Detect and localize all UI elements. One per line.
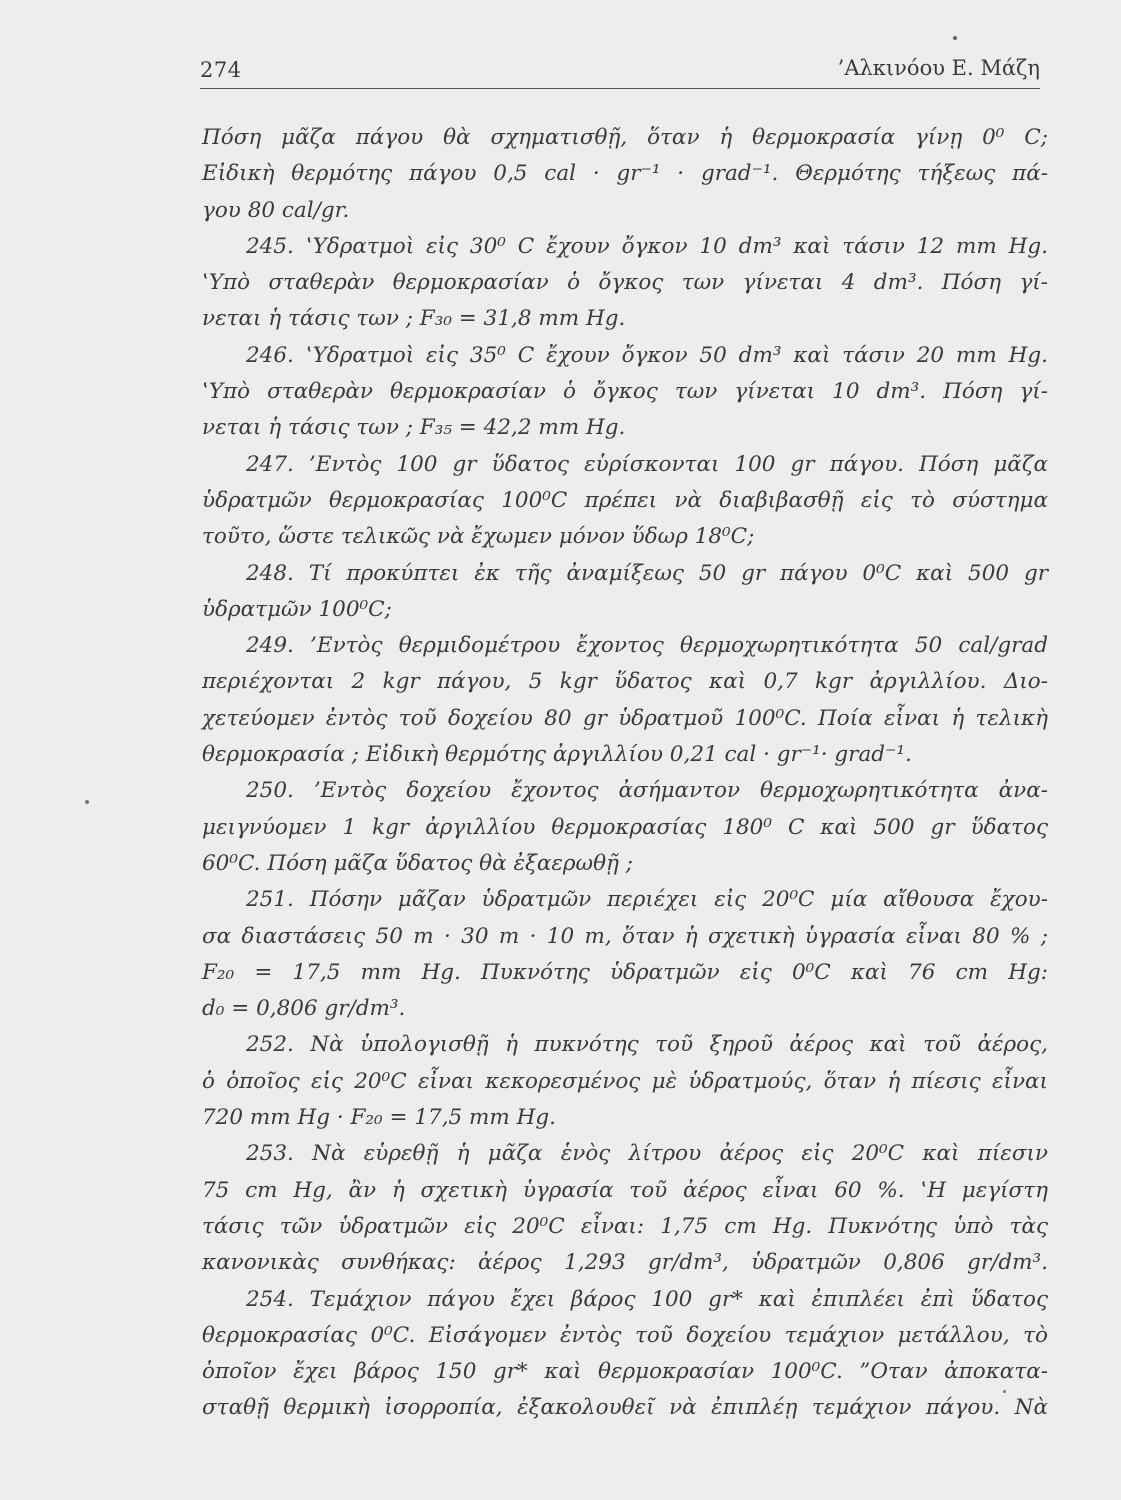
text-line: περιέχονται 2 kgr πάγου, 5 kgr ὕδατος καὶ 0,7 kgr ἀργιλλίου. Διο- <box>202 669 1048 695</box>
problem-254-line: 254. Τεμάχιον πάγου ἔχει βάρος 100 gr* καὶ ἐπιπλέει ἐπὶ ὕδατος <box>246 1286 1048 1312</box>
text-line: ὑδρατμῶν 100⁰C; <box>202 596 392 622</box>
text-line: σταθῇ θερμικὴ ἰσορροπία, ἐξακολουθεῖ νὰ ἐπιπλέῃ τεμάχιον πάγου. Νὰ <box>202 1395 1048 1421</box>
text-line: γου 80 cal/gr. <box>202 197 350 223</box>
page-number: 274 <box>200 58 242 82</box>
text-line: τάσις τῶν ὑδρατμῶν εἰς 20⁰C εἶναι: 1,75 cm Hg. Πυκνότης ὑπὸ τὰς <box>202 1213 1048 1239</box>
problem-250-line: 250. ’Εντὸς δοχείου ἔχοντος ἀσήμαντον θερμοχωρητικότητα ἀνα- <box>246 778 1048 804</box>
text-line: ὁποῖον ἔχει βάρος 150 gr* καὶ θερμοκρασίαν 100⁰C. ”Οταν ἀποκατα- <box>202 1359 1048 1385</box>
text-line: τοῦτο, ὥστε τελικῶς νὰ ἔχωμεν μόνον ὕδωρ 18⁰C; <box>202 524 755 550</box>
text-line: θερμοκρασία ; Εἰδικὴ θερμότης ἀργιλλίου 0,21 cal · gr⁻¹· grad⁻¹. <box>202 742 912 768</box>
text-line: F₂₀ = 17,5 mm Hg. Πυκνότης ὑδρατμῶν εἰς 0⁰C καὶ 76 cm Hg: <box>202 959 1048 985</box>
text-line: ὑδρατμῶν θερμοκρασίας 100⁰C πρέπει νὰ διαβιβασθῇ εἰς τὸ σύστημα <box>202 487 1048 513</box>
text-line: Πόση μᾶζα πάγου θὰ σχηματισθῇ, ὅταν ἡ θερμοκρασία γίνῃ 0⁰ C; <box>202 125 1048 150</box>
text-line: ‛Υπὸ σταθερὰν θερμοκρασίαν ὁ ὄγκος των γίνεται 4 dm³. Πόση γί- <box>202 270 1048 296</box>
text-line: νεται ἡ τάσις των ; F₃₅ = 42,2 mm Hg. <box>202 415 626 441</box>
text-line: σα διαστάσεις 50 m · 30 m · 10 m, ὅταν ἡ σχετικὴ ὑγρασία εἶναι 80 % ; <box>202 923 1048 949</box>
text-line: 75 cm Hg, ἂν ἡ σχετικὴ ὑγρασία τοῦ ἀέρος εἶναι 60 %. ‛Η μεγίστη <box>202 1177 1048 1203</box>
page-header <box>200 52 1040 89</box>
text-line: μειγνύομεν 1 kgr ἀργιλλίου θερμοκρασίας 180⁰ C καὶ 500 gr ὕδατος <box>202 814 1048 840</box>
running-head: ’Αλκινόου Ε. Μάζη <box>837 56 1040 80</box>
body-text <box>202 120 1048 1427</box>
text-line: 720 mm Hg · F₂₀ = 17,5 mm Hg. <box>202 1105 556 1131</box>
text-line: ‛Υπὸ σταθερὰν θερμοκρασίαν ὁ ὄγκος των γίνεται 10 dm³. Πόση γί- <box>202 379 1048 405</box>
text-line: νεται ἡ τάσις των ; F₃₀ = 31,8 mm Hg. <box>202 306 626 332</box>
text-line: Εἰδικὴ θερμότης πάγου 0,5 cal · gr⁻¹ · grad⁻¹. Θερμότης τήξεως πά- <box>202 161 1048 187</box>
print-speck <box>953 36 957 40</box>
text-line: κανονικὰς συνθήκας: ἀέρος 1,293 gr/dm³, ὑδρατμῶν 0,806 gr/dm³. <box>202 1250 1048 1276</box>
print-speck <box>85 800 89 804</box>
text-line: 60⁰C. Πόση μᾶζα ὕδατος θὰ ἐξαερωθῇ ; <box>202 850 633 876</box>
problem-253-line: 253. Νὰ εὑρεθῇ ἡ μᾶζα ἑνὸς λίτρου ἀέρος εἰς 20⁰C καὶ πίεσιν <box>246 1141 1048 1167</box>
problem-247-line: 247. ’Εντὸς 100 gr ὕδατος εὑρίσκονται 100 gr πάγου. Πόση μᾶζα <box>246 451 1048 477</box>
text-line: d₀ = 0,806 gr/dm³. <box>202 996 406 1022</box>
problem-251-line: 251. Πόσην μᾶζαν ὑδρατμῶν περιέχει εἰς 20⁰C μία αἴθουσα ἔχου- <box>246 887 1048 913</box>
text-line: ὁ ὁποῖος εἰς 20⁰C εἶναι κεκορεσμένος μὲ ὑδρατμούς, ὅταν ἡ πίεσις εἶναι <box>202 1068 1048 1094</box>
problem-252-line: 252. Νὰ ὑπολογισθῇ ἡ πυκνότης τοῦ ξηροῦ ἀέρος καὶ τοῦ ἀέρος, <box>246 1032 1048 1058</box>
problem-246-line: 246. ‛Υδρατμοὶ εἰς 35⁰ C ἔχουν ὄγκον 50 dm³ καὶ τάσιν 20 mm Hg. <box>246 342 1048 368</box>
text-line: θερμοκρασίας 0⁰C. Εἰσάγομεν ἐντὸς τοῦ δοχείου τεμάχιον μετάλλου, τὸ <box>202 1322 1048 1348</box>
problem-248-line: 248. Τί προκύπτει ἐκ τῆς ἀναμίξεως 50 gr πάγου 0⁰C καὶ 500 gr <box>246 560 1048 586</box>
problem-249-line: 249. ’Εντὸς θερμιδομέτρου ἔχοντος θερμοχωρητικότητα 50 cal/grad <box>246 633 1048 659</box>
text-line: χετεύομεν ἐντὸς τοῦ δοχείου 80 gr ὑδρατμοῦ 100⁰C. Ποία εἶναι ἡ τελικὴ <box>202 705 1048 731</box>
problem-245-line: 245. ‛Υδρατμοὶ εἰς 30⁰ C ἔχουν ὄγκον 10 dm³ καὶ τάσιν 12 mm Hg. <box>246 233 1048 259</box>
